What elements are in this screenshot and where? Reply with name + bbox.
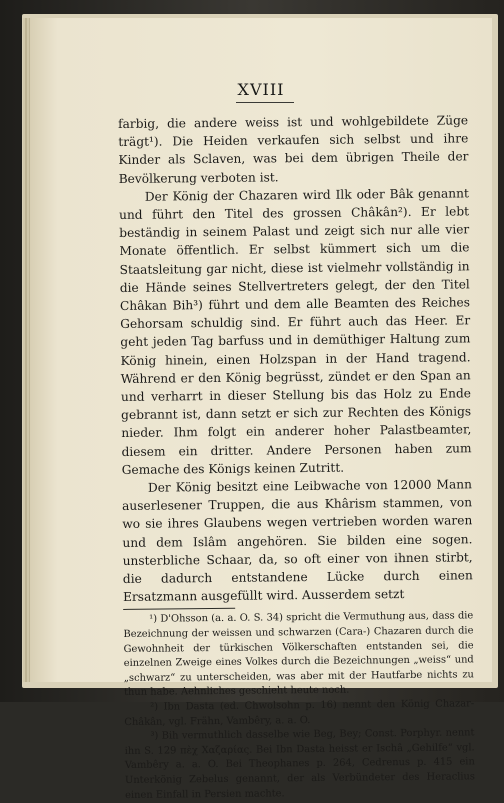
paragraph: farbig, die andere weiss ist und wohlgebildete Züge trägt¹). Die Heiden verkaufen sich selbst und ihre Kinder als Sclaven, was bei dem übrigen Theile der Bevölkerung verboten ist.: [118, 113, 469, 186]
footnote: ³) Bih vermuthlich dasselbe wie Beg, Bey; Const. Porphyr. nennt ihn S. 129 πὲχ Χαζαρίας. Bei Ibn Dasta heisst er Ischâ „Gehilfe“ vgl. Vambêry a. a. O. Bei Theophanes p. 264, Cedrenus p. 415 ein Unterkönig Zebelus genannt, der als Verbündeter des Heraclius einen Einfall in Persien machte.: [124, 727, 476, 801]
paragraph: Der König besitzt eine Leibwache von 12000 Mann auserlesener Truppen, die aus Khârism stammen, von wo sie ihres Glaubens wegen vertrieben worden waren und dem Islâm angehören. Sie bilden eine sogen. unsterbliche Schaar, da, so oft einer von ihnen stirbt, die dadurch entstandene Lücke durch einen Ersatzmann ausgefüllt wird. Ausserdem setzt: [122, 477, 473, 605]
book-page: [30, 18, 492, 801]
body-text: [118, 111, 475, 803]
header-rule: [236, 102, 294, 103]
footnote-divider: [123, 608, 235, 610]
footnotes: [123, 610, 475, 803]
footnote: ²) Ibn Dasta (ed. Chwolsohn p. 16) nennt den König Chazar-Châkân, vgl. Frähn, Vambêry, a. a. O.: [124, 698, 475, 728]
footnote: ¹) D'Ohsson (a. a. O. S. 34) spricht die Vermuthung aus, dass die Bezeichnung der weissen und schwarzen (Cara-) Chazaren durch die Gewohnheit der türkischen Völkerschaften entstanden sei, die einzelnen Zweige eines Volkes durch die Bezeichnungen „weiss“ und „schwarz“ zu unterscheiden, was aber mit der Hautfarbe nichts zu thun habe. Aehnliches geschieht heute noch.: [123, 610, 474, 699]
paragraph: Der König der Chazaren wird Ilk oder Bâk genannt und führt den Titel des grossen Châkân²). Er lebt beständig in seinem Palast und zeigt sich nur alle vier Monate öffentlich. Er selbst kümmert sich um die Staatsleitung gar nicht, diese ist vielmehr vollständig in die Hände seines Stellvertreters gelegt, der den Titel Châkan Bih³) führt und dem alle Beamten des Reiches Gehorsam schuldig sind. Er führt auch das Heer. Er geht jeden Tag barfuss und in demüthiger Haltung zum König hinein, einen Holzspan in der Hand tragend. Während er den König begrüsst, zündet er den Span an und verharrt in dieser Stellung bis das Holz zu Ende gebrannt ist, dann setzt er sich zur Rechten des Königs nieder. Ihm folgt ein anderer hoher Palastbeamter, diesem ein dritter. Andere Personen haben zum Gemache des Königs keinen Zutritt.: [118, 186, 472, 477]
page-number-header: XVIII: [237, 80, 285, 99]
